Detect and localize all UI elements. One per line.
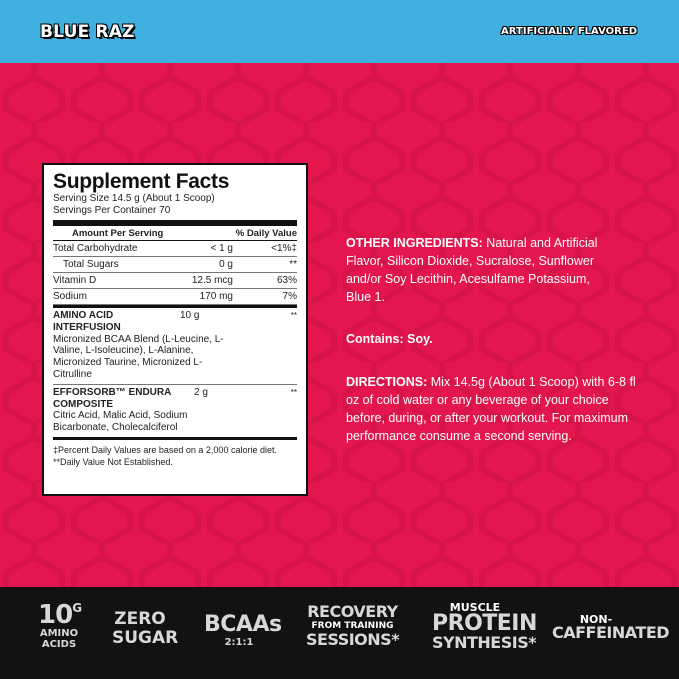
muscle-line3: SYNTHESIS* [432,633,537,652]
blend-amount: 2 g [194,386,208,398]
nutrient-dv: 63% [276,274,297,286]
nutrient-row [53,273,297,289]
flavor-name: BLUE RAZ [40,22,135,42]
recovery-line2: FROM TRAINING [311,621,394,631]
muscle-line2: PROTEIN [432,611,537,636]
recovery-line3: SESSIONS* [305,630,400,649]
nutrient-name: Total Carbohydrate [53,242,138,254]
directions [346,373,641,445]
nutrient-amount: 170 mg [199,290,233,302]
nutrient-row [53,241,297,257]
muscle-line1: MUSCLE [449,601,501,614]
nutrient-dv: ** [289,258,297,270]
blend-name: EFFORSORB™ ENDURA COMPOSITE [53,386,171,410]
amino-unit: G [72,601,82,615]
zero-sugar-badge [112,609,179,648]
directions-text: Mix 14.5g (About 1 Scoop) with 6-8 fl oz of cold water or any beverage of your choice before, during, or after your workout. For maximum performance consume a second serving. [346,375,636,443]
facts-footnotes [53,437,297,468]
nutrient-name: Total Sugars [63,258,119,270]
serving-size: Serving Size 14.5 g (About 1 Scoop) [53,193,215,204]
flavor-note: ARTIFICIALLY FLAVORED [501,26,637,37]
amino-line2: ACIDS [41,639,77,650]
nutrient-amount: 0 g [219,258,233,270]
recovery-badge [305,604,400,648]
nutrient-dv: <1%‡ [271,242,297,254]
directions-label: DIRECTIONS: [346,375,428,389]
zero-line1: ZERO [114,609,166,629]
flavor-banner [0,0,679,63]
bcaa-ratio: 2:1:1 [224,637,254,648]
blend-name: AMINO ACID INTERFUSION [53,310,121,333]
amino-amount: 10 [38,600,73,630]
blend-efforsorb [53,385,297,437]
facts-header-row [53,226,297,241]
nutrient-amount: 12.5 mcg [191,274,233,286]
other-ingredients-text: Natural and Artificial Flavor, Silicon Dioxide, Sucralose, Sunflower and/or Soy Lecithin, Acesulfame Potassium, Blue 1. [346,236,598,304]
zero-line2: SUGAR [112,628,179,648]
recovery-line1: RECOVERY [307,602,398,621]
daily-value-header: % Daily Value [235,228,297,239]
bcaa-text: BCAAs [204,612,282,637]
servings-per-container: Servings Per Container 70 [53,205,171,216]
amino-line1: AMINO [39,628,79,639]
amino-acids-badge [38,602,80,650]
footnote-daily-values: ‡Percent Daily Values are based on a 2,000 calorie diet. [53,444,277,455]
nutrient-row [53,257,297,273]
allergen-statement [346,330,433,348]
noncaf-line2: CAFFEINATED [552,623,670,642]
contains-text: Contains: Soy. [346,332,433,346]
supplement-facts-panel [42,163,308,496]
blend-ingredients: Citric Acid, Malic Acid, Sodium Bicarbonate, Cholecalciferol [53,410,188,434]
nutrient-name: Sodium [53,290,87,302]
nutrient-amount: < 1 g [210,242,233,254]
nutrient-dv: 7% [282,290,297,302]
blend-amount: 10 g [180,310,200,321]
blend-dv: ** [290,387,297,397]
blend-dv: ** [290,311,297,320]
non-caffeinated-badge [552,613,670,642]
bcaa-badge [204,612,282,648]
facts-title: Supplement Facts [53,170,230,193]
other-ingredients-label: OTHER INGREDIENTS: [346,236,483,250]
amount-header: Amount Per Serving [72,228,164,239]
blend-amino-acid [53,308,297,385]
muscle-protein-badge [432,601,537,652]
footnote-not-established: **Daily Value Not Established. [53,456,173,467]
other-ingredients [346,234,616,306]
nutrient-name: Vitamin D [53,274,97,286]
nutrient-row [53,289,297,305]
noncaf-line1: NON- [579,613,613,626]
blend-ingredients: Micronized BCAA Blend (L-Leucine, L-Valine, L-Isoleucine), L-Alanine, Micronized Taurine, Micronized L-Citrulline [53,333,224,380]
